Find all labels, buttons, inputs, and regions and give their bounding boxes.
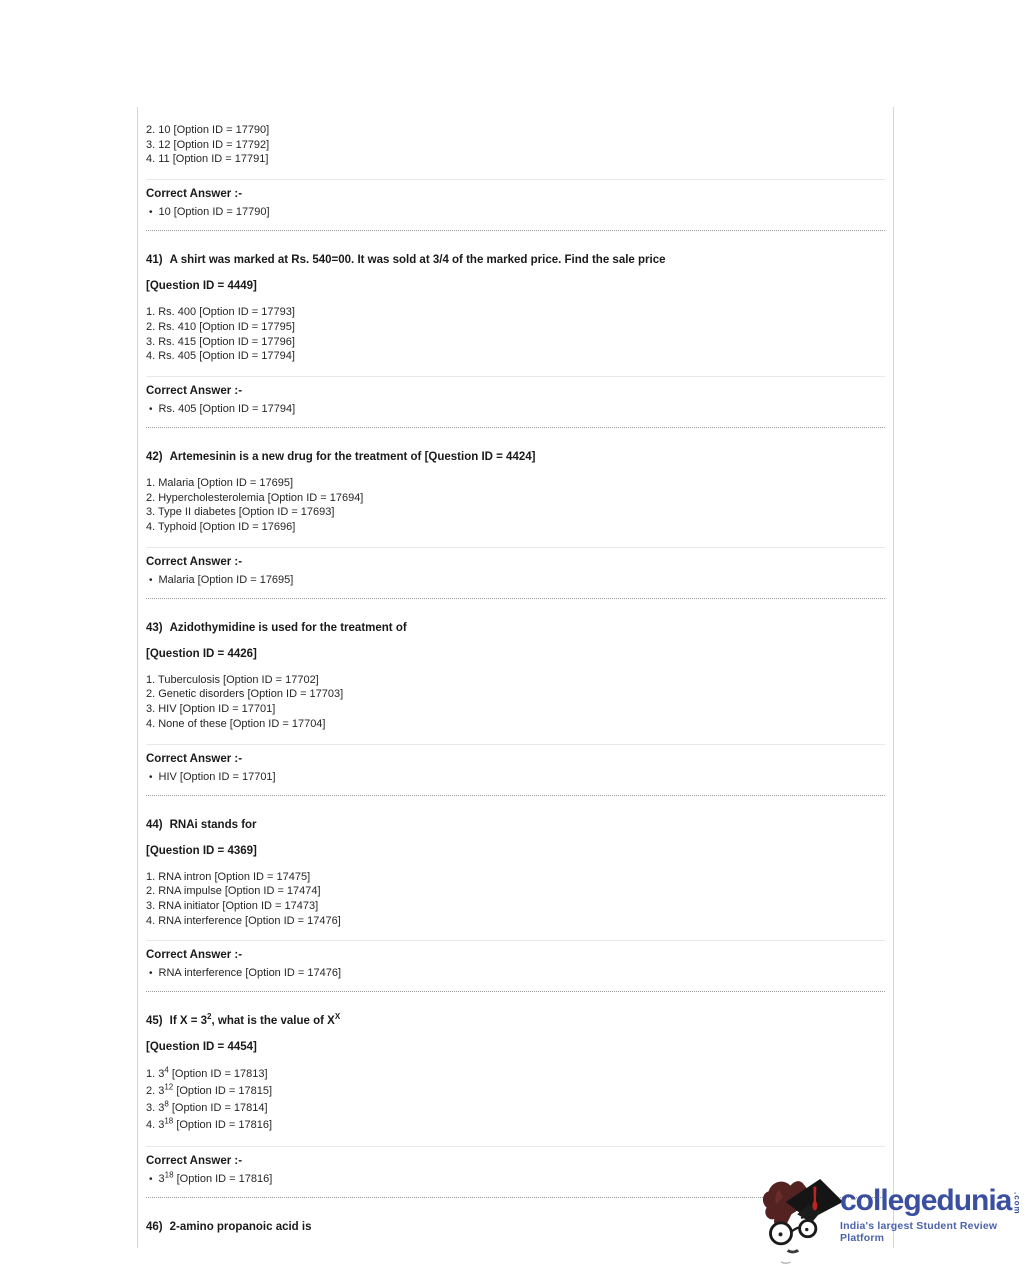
correct-answer-value <box>146 402 885 417</box>
option: 1. Tuberculosis [Option ID = 17702] <box>146 673 319 686</box>
options-list <box>146 476 885 535</box>
bullet-icon: • <box>149 403 153 415</box>
answer-segment: 3 <box>158 1173 165 1186</box>
divider <box>146 179 885 180</box>
option: 1. Rs. 400 [Option ID = 17793] <box>146 306 295 319</box>
bullet-icon: • <box>149 968 153 980</box>
option: 2. 10 [Option ID = 17790] <box>146 124 270 136</box>
option: 4. RNA interference [Option ID = 17476] <box>146 914 341 927</box>
bullet-icon: • <box>149 207 153 219</box>
question-text <box>169 1012 341 1028</box>
option: 4. Rs. 405 [Option ID = 17794] <box>146 350 295 363</box>
dotted-divider <box>146 598 885 599</box>
answer-text <box>158 1170 273 1186</box>
option: 3. Rs. 415 [Option ID = 17796] <box>146 335 295 348</box>
question-id: [Question ID = 4369] <box>146 844 257 857</box>
option: 2. Rs. 410 [Option ID = 17795] <box>146 320 295 333</box>
question-title <box>146 253 885 267</box>
answer-text: 10 [Option ID = 17790] <box>158 206 270 219</box>
option <box>146 1117 885 1134</box>
question-number: 42) <box>146 450 163 463</box>
option-segment: [Option ID = 17813] <box>168 1068 268 1081</box>
correct-answer-label: Correct Answer :- <box>146 949 243 962</box>
question-id: [Question ID = 4426] <box>146 647 257 660</box>
option <box>146 1083 885 1100</box>
option: 3. RNA initiator [Option ID = 17473] <box>146 899 319 912</box>
correct-answer-value <box>146 205 885 220</box>
options-list <box>146 305 885 364</box>
option <box>146 1100 885 1117</box>
divider <box>146 376 885 377</box>
answer-text: Rs. 405 [Option ID = 17794] <box>158 402 296 415</box>
correct-answer-label: Correct Answer :- <box>146 752 243 765</box>
collegedunia-mascot-icon <box>760 1172 844 1268</box>
question-text: A shirt was marked at Rs. 540=00. It was sold at 3/4 of the marked price. Find the sale price <box>169 254 666 267</box>
option-segment: [Option ID = 17815] <box>173 1085 273 1098</box>
question-id: [Question ID = 4449] <box>146 280 257 293</box>
title-superscript: 2 <box>207 1012 212 1022</box>
correct-answer-label: Correct Answer :- <box>146 555 243 568</box>
question-number: 43) <box>146 621 163 634</box>
question-sheet <box>137 107 894 1248</box>
question-block-41 <box>146 253 885 428</box>
question-number: 44) <box>146 818 163 831</box>
dotted-divider <box>146 991 885 992</box>
dotted-divider <box>146 795 885 796</box>
question-title <box>146 621 885 635</box>
question-block-44 <box>146 818 885 993</box>
option-superscript: 18 <box>164 1116 174 1126</box>
correct-answer-value <box>146 770 885 785</box>
option-segment: 2. 3 <box>146 1085 165 1098</box>
correct-answer-label: Correct Answer :- <box>146 188 243 201</box>
question-title <box>146 450 885 464</box>
collegedunia-logo[interactable] <box>760 1170 1022 1270</box>
correct-answer-value <box>146 966 885 981</box>
question-number: 45) <box>146 1015 163 1028</box>
brand-wordmark: collegedunia <box>840 1184 1012 1217</box>
answer-text: HIV [Option ID = 17701] <box>158 770 276 783</box>
answer-segment: [Option ID = 17816] <box>173 1173 273 1186</box>
option-superscript: 12 <box>164 1082 174 1092</box>
dotted-divider <box>146 427 885 428</box>
bullet-icon: • <box>149 771 153 783</box>
option: 2. RNA impulse [Option ID = 17474] <box>146 885 321 898</box>
option: 3. Type II diabetes [Option ID = 17693] <box>146 506 335 519</box>
logo-text-group <box>840 1170 1021 1244</box>
option: 3. 12 [Option ID = 17792] <box>146 138 270 151</box>
option: 4. 11 [Option ID = 17791] <box>146 153 269 166</box>
brand-tagline: India's largest Student Review Platform <box>840 1220 998 1244</box>
divider <box>146 547 885 548</box>
option <box>146 1066 885 1083</box>
question-text: Azidothymidine is used for the treatment of <box>169 621 407 634</box>
correct-answer-label: Correct Answer :- <box>146 384 243 397</box>
question-block-43 <box>146 621 885 796</box>
option-segment: 3. 3 <box>146 1102 165 1115</box>
answer-text: Malaria [Option ID = 17695] <box>158 573 294 586</box>
correct-answer-value <box>146 573 885 588</box>
divider <box>146 1146 885 1147</box>
answer-superscript: 18 <box>164 1170 174 1180</box>
question-block-42 <box>146 450 885 599</box>
question-id: [Question ID = 4454] <box>146 1041 257 1054</box>
title-segment: If X = 3 <box>169 1015 208 1028</box>
title-superscript: X <box>334 1012 341 1022</box>
dotted-divider <box>146 230 885 231</box>
option-superscript: 4 <box>164 1065 169 1075</box>
question-title <box>146 1014 885 1028</box>
bullet-icon: • <box>149 1174 153 1186</box>
option-segment: [Option ID = 17816] <box>173 1119 273 1132</box>
question-number: 41) <box>146 254 163 267</box>
option: 1. RNA intron [Option ID = 17475] <box>146 870 311 883</box>
options-list <box>146 673 885 732</box>
option: 3. HIV [Option ID = 17701] <box>146 703 276 716</box>
option-segment: 1. 3 <box>146 1068 165 1081</box>
option: 2. Hypercholesterolemia [Option ID = 17694] <box>146 491 364 504</box>
option-segment: [Option ID = 17814] <box>168 1102 268 1115</box>
options-list <box>146 870 885 929</box>
option-segment: 4. 3 <box>146 1119 165 1132</box>
correct-answer-label: Correct Answer :- <box>146 1155 243 1168</box>
answer-text: RNA interference [Option ID = 17476] <box>158 967 342 980</box>
question-text: RNAi stands for <box>169 818 257 831</box>
option: 2. Genetic disorders [Option ID = 17703] <box>146 688 344 701</box>
question-text: 2-amino propanoic acid is <box>169 1221 312 1234</box>
bullet-icon: • <box>149 574 153 586</box>
option: 1. Malaria [Option ID = 17695] <box>146 476 294 489</box>
option-superscript: 8 <box>164 1099 169 1109</box>
question-number: 46) <box>146 1221 163 1234</box>
title-segment: , what is the value of X <box>211 1015 335 1028</box>
divider <box>146 744 885 745</box>
option: 4. Typhoid [Option ID = 17696] <box>146 521 296 534</box>
brand-tld: .com <box>1012 1192 1022 1215</box>
option: 4. None of these [Option ID = 17704] <box>146 717 326 730</box>
divider <box>146 940 885 941</box>
question-title <box>146 818 885 832</box>
options-list <box>146 1066 885 1134</box>
question-block-partial <box>146 123 885 231</box>
question-text: Artemesinin is a new drug for the treatment of [Question ID = 4424] <box>169 450 536 463</box>
options-list <box>146 123 885 167</box>
